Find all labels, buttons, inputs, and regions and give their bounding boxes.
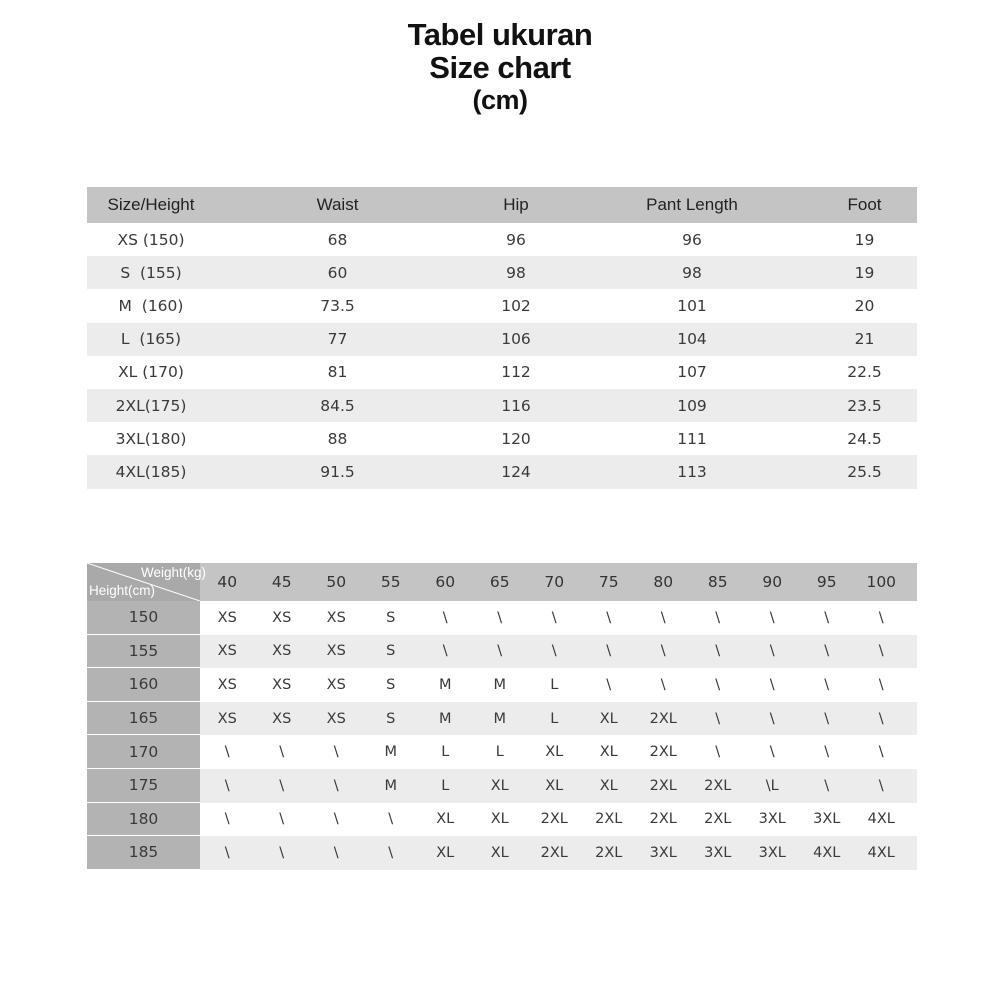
size-recommendation-cell: \ — [497, 609, 503, 626]
size-recommendation-cell: \ — [878, 777, 884, 794]
cell-hip: 96 — [506, 230, 526, 249]
size-recommendation-cell: M — [438, 676, 452, 693]
size-recommendation-cell: 3XL — [813, 811, 841, 828]
size-recommendation-cell: 3XL — [649, 844, 677, 861]
size-recommendation-cell: 4XL — [867, 844, 895, 861]
size-recommendation-cell: XL — [545, 777, 564, 794]
size-recommendation-cell: XS — [326, 676, 346, 693]
size-recommendation-cell: \ — [279, 744, 285, 761]
cell-foot: 22.5 — [847, 363, 882, 382]
size-recommendation-cell: \ — [279, 777, 285, 794]
row-size-cells — [200, 668, 917, 702]
row-size-cells — [200, 836, 917, 870]
size-recommendation-cell: \ — [824, 609, 830, 626]
row-height-label: 180 — [87, 803, 200, 837]
header-weight: 95 — [816, 573, 837, 591]
size-recommendation-cell: 3XL — [758, 811, 786, 828]
size-recommendation-cell: 4XL — [813, 844, 841, 861]
size-table-row — [87, 289, 917, 322]
size-recommendation-cell: XL — [599, 777, 618, 794]
row-height-label: 150 — [87, 601, 200, 635]
size-recommendation-cell: 2XL — [704, 777, 732, 794]
size-recommendation-cell: XL — [436, 811, 455, 828]
cell-waist: 68 — [327, 230, 348, 249]
size-recommendation-cell: 3XL — [704, 844, 732, 861]
size-recommendation-cell: \ — [769, 710, 775, 727]
weight-table-header — [87, 563, 917, 601]
header-weight: 100 — [866, 573, 897, 591]
header-weight: 70 — [544, 573, 565, 591]
size-recommendation-cell: \ — [878, 744, 884, 761]
size-recommendation-cell: \ — [769, 676, 775, 693]
size-recommendation-cell: S — [386, 710, 396, 727]
size-recommendation-cell: \ — [824, 777, 830, 794]
size-recommendation-cell: \ — [442, 609, 448, 626]
size-recommendation-cell: XS — [217, 643, 237, 660]
size-recommendation-cell: 2XL — [649, 744, 677, 761]
size-recommendation-cell: M — [384, 777, 397, 794]
header-weight: 55 — [380, 573, 401, 591]
size-recommendation-cell: \ — [769, 609, 775, 626]
size-recommendation-cell: XL — [545, 744, 564, 761]
size-recommendation-cell: M — [438, 710, 452, 727]
size-recommendation-cell: \ — [824, 710, 830, 727]
row-size-cells — [200, 735, 917, 769]
header-weight: 80 — [653, 573, 674, 591]
size-table-row — [87, 256, 917, 289]
row-size-cells — [200, 702, 917, 736]
cell-hip: 106 — [501, 330, 531, 349]
size-recommendation-cell: L — [495, 744, 504, 761]
size-recommendation-cell: \ — [660, 609, 666, 626]
size-recommendation-cell: \ — [715, 643, 721, 660]
size-recommendation-cell: L — [550, 710, 559, 727]
size-recommendation-cell: \ — [333, 777, 339, 794]
size-recommendation-cell: \ — [497, 643, 503, 660]
cell-waist: 77 — [327, 330, 348, 349]
size-recommendation-cell: \ — [551, 643, 557, 660]
size-recommendation-cell: M — [493, 710, 506, 727]
size-recommendation-cell: XL — [490, 844, 509, 861]
size-table-row — [87, 389, 917, 422]
size-recommendation-cell: \ — [224, 777, 230, 794]
size-recommendation-cell: XS — [217, 676, 237, 693]
page-title — [0, 18, 1000, 117]
weight-table-row — [87, 836, 917, 870]
cell-foot: 19 — [854, 230, 875, 249]
weight-table-row — [87, 601, 917, 635]
cell-size: 4XL(185) — [115, 462, 187, 481]
size-recommendation-cell: \ — [333, 744, 339, 761]
weight-axis-label: Weight(kg) — [140, 565, 206, 580]
cell-waist: 81 — [327, 363, 348, 382]
weight-table-row — [87, 769, 917, 803]
row-height-label: 185 — [87, 836, 200, 870]
size-recommendation-cell: \ — [224, 844, 230, 861]
cell-pant-length: 96 — [682, 230, 702, 249]
size-recommendation-cell: XS — [272, 609, 292, 626]
size-recommendation-cell: XS — [326, 643, 346, 660]
size-table-row — [87, 455, 917, 488]
size-recommendation-cell: \ — [660, 676, 666, 693]
row-size-cells — [200, 803, 917, 837]
size-recommendation-cell: 3XL — [758, 844, 786, 861]
cell-pant-length: 98 — [682, 263, 702, 282]
header-weight: 40 — [217, 573, 238, 591]
height-axis-label: Height(cm) — [89, 583, 156, 598]
cell-size: XS (150) — [117, 230, 185, 249]
header-weight: 50 — [326, 573, 347, 591]
size-recommendation-cell: XS — [326, 609, 346, 626]
row-height-label: 165 — [87, 702, 200, 736]
cell-pant-length: 107 — [677, 363, 707, 382]
size-recommendation-cell: XS — [272, 710, 292, 727]
cell-pant-length: 101 — [677, 296, 707, 315]
size-recommendation-cell: \ — [769, 643, 775, 660]
size-recommendation-cell: 2XL — [649, 777, 677, 794]
row-size-cells — [200, 635, 917, 669]
cell-waist: 84.5 — [320, 396, 355, 415]
cell-foot: 20 — [854, 296, 875, 315]
size-recommendation-cell: \ — [878, 676, 884, 693]
size-recommendation-cell: M — [493, 676, 506, 693]
size-recommendation-cell: XS — [217, 710, 237, 727]
cell-foot: 21 — [854, 330, 875, 349]
size-recommendation-cell: \ — [224, 744, 230, 761]
title-unit: (cm) — [472, 85, 528, 115]
size-table-row — [87, 323, 917, 356]
size-recommendation-cell: XL — [490, 777, 509, 794]
weight-table-row — [87, 668, 917, 702]
cell-hip: 124 — [501, 462, 531, 481]
size-recommendation-cell: L — [441, 777, 450, 794]
size-recommendation-cell: XL — [599, 744, 618, 761]
cell-size: XL (170) — [118, 363, 184, 382]
size-recommendation-cell: \ — [824, 643, 830, 660]
size-recommendation-cell: \ — [824, 744, 830, 761]
header-foot: Foot — [847, 195, 882, 214]
cell-size: 2XL(175) — [115, 396, 187, 415]
weight-table-row — [87, 735, 917, 769]
size-recommendation-cell: \ — [606, 643, 612, 660]
row-height-label: 170 — [87, 735, 200, 769]
weight-table-row — [87, 702, 917, 736]
size-recommendation-cell: \ — [388, 811, 394, 828]
size-recommendation-cell: \ — [279, 811, 285, 828]
header-weight: 90 — [762, 573, 783, 591]
size-recommendation-cell: S — [386, 609, 396, 626]
cell-hip: 102 — [501, 296, 531, 315]
size-recommendation-cell: 2XL — [649, 710, 677, 727]
size-table-row — [87, 356, 917, 389]
header-pant-length: Pant Length — [646, 195, 738, 214]
cell-pant-length: 109 — [677, 396, 707, 415]
size-recommendation-cell: 2XL — [704, 811, 732, 828]
cell-hip: 112 — [501, 363, 531, 382]
title-indonesian: Tabel ukuran — [407, 17, 593, 52]
size-recommendation-cell: \ — [442, 643, 448, 660]
size-recommendation-cell: XL — [436, 844, 455, 861]
size-recommendation-cell: \L — [765, 777, 779, 794]
size-recommendation-cell: \ — [715, 609, 721, 626]
title-english: Size chart — [429, 50, 571, 85]
size-recommendation-cell: \ — [660, 643, 666, 660]
size-recommendation-cell: 2XL — [649, 811, 677, 828]
size-recommendation-cell: 2XL — [595, 844, 623, 861]
size-recommendation-cell: \ — [388, 844, 394, 861]
size-recommendation-cell: \ — [333, 844, 339, 861]
cell-foot: 25.5 — [847, 462, 882, 481]
header-weight: 65 — [489, 573, 510, 591]
cell-pant-length: 111 — [677, 429, 707, 448]
weight-table-row — [87, 803, 917, 837]
cell-waist: 88 — [327, 429, 348, 448]
header-size-height: Size/Height — [107, 195, 195, 214]
cell-hip: 98 — [506, 263, 526, 282]
size-recommendation-cell: XL — [599, 710, 618, 727]
weight-header-cells — [200, 563, 917, 601]
cell-pant-length: 113 — [677, 462, 707, 481]
header-weight: 60 — [435, 573, 456, 591]
cell-hip: 116 — [501, 396, 531, 415]
row-height-label: 175 — [87, 769, 200, 803]
size-recommendation-cell: \ — [715, 710, 721, 727]
size-recommendation-cell: \ — [715, 676, 721, 693]
size-recommendation-cell: \ — [878, 643, 884, 660]
cell-waist: 91.5 — [320, 462, 355, 481]
size-recommendation-cell: 2XL — [595, 811, 623, 828]
size-recommendation-cell: \ — [279, 844, 285, 861]
weight-table-row — [87, 635, 917, 669]
cell-foot: 19 — [854, 263, 875, 282]
size-recommendation-cell: 2XL — [540, 844, 568, 861]
header-waist: Waist — [316, 195, 359, 214]
size-recommendation-cell: S — [386, 643, 396, 660]
table-corner — [87, 563, 206, 601]
size-recommendation-cell: L — [550, 676, 559, 693]
row-height-label: 155 — [87, 635, 200, 669]
size-recommendation-cell: XS — [326, 710, 346, 727]
cell-foot: 23.5 — [847, 396, 882, 415]
size-recommendation-cell: \ — [824, 676, 830, 693]
row-size-cells — [200, 769, 917, 803]
size-recommendation-cell: \ — [224, 811, 230, 828]
size-recommendation-cell: 4XL — [867, 811, 895, 828]
cell-size: L (165) — [120, 330, 182, 349]
size-recommendation-cell: \ — [333, 811, 339, 828]
size-recommendation-cell: \ — [551, 609, 557, 626]
cell-waist: 73.5 — [320, 296, 355, 315]
row-size-cells — [200, 601, 917, 635]
cell-size: S (155) — [120, 263, 182, 282]
size-recommendation-cell: XS — [217, 609, 237, 626]
size-recommendation-cell: S — [386, 676, 396, 693]
size-measurement-table — [87, 187, 917, 489]
size-recommendation-cell: \ — [878, 609, 884, 626]
size-table-header — [87, 187, 917, 223]
cell-foot: 24.5 — [847, 429, 882, 448]
weight-height-table — [87, 563, 917, 870]
header-hip: Hip — [503, 195, 529, 214]
cell-size: M (160) — [118, 296, 184, 315]
header-weight: 75 — [598, 573, 619, 591]
size-recommendation-cell: XL — [490, 811, 509, 828]
row-height-label: 160 — [87, 668, 200, 702]
header-weight: 85 — [707, 573, 728, 591]
size-recommendation-cell: XS — [272, 676, 292, 693]
cell-hip: 120 — [501, 429, 531, 448]
size-recommendation-cell: \ — [606, 676, 612, 693]
size-recommendation-cell: \ — [606, 609, 612, 626]
header-weight: 45 — [271, 573, 292, 591]
size-recommendation-cell: M — [384, 744, 397, 761]
size-recommendation-cell: XS — [272, 643, 292, 660]
size-table-row — [87, 422, 917, 455]
cell-size: 3XL(180) — [115, 429, 187, 448]
size-recommendation-cell: \ — [878, 710, 884, 727]
size-recommendation-cell: L — [441, 744, 450, 761]
size-recommendation-cell: 2XL — [540, 811, 568, 828]
size-recommendation-cell: \ — [715, 744, 721, 761]
size-table-row — [87, 223, 917, 256]
cell-waist: 60 — [327, 263, 348, 282]
size-recommendation-cell: \ — [769, 744, 775, 761]
cell-pant-length: 104 — [677, 330, 707, 349]
